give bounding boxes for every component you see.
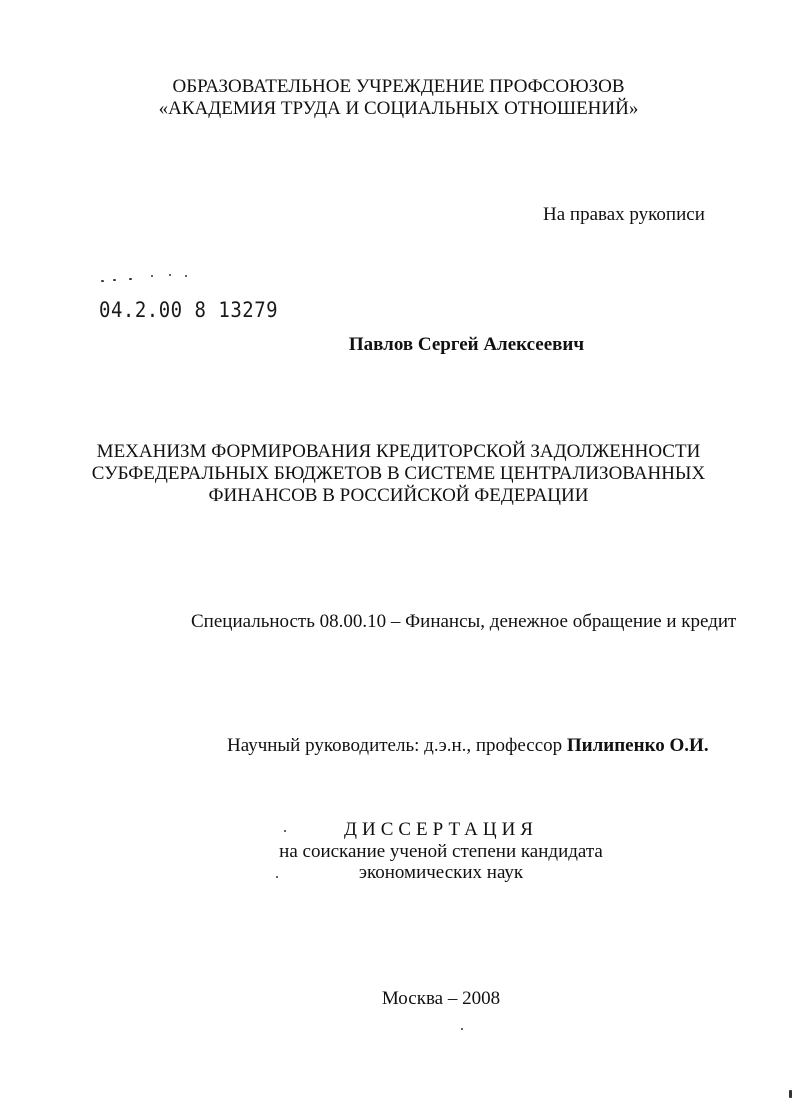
dissertation-title-line-1: МЕХАНИЗМ ФОРМИРОВАНИЯ КРЕДИТОРСКОЙ ЗАДОЛЖЕННОСТИ [96,441,701,462]
dissertation-label: ДИССЕРТАЦИЯ [344,819,538,840]
manuscript-rights-note: На правах рукописи [543,204,705,225]
scan-speck [276,876,278,878]
supervisor-line [227,735,709,757]
scan-speck [284,830,286,832]
dissertation-title-line-3: ФИНАНСОВ В РОССИЙСКОЙ ФЕДЕРАЦИИ [208,485,589,506]
specialty-line: Специальность 08.00.10 – Финансы, денежное обращение и кредит [191,611,737,632]
supervisor-prefix: Научный руководитель: д.э.н., профессор [227,735,567,756]
author-name: Павлов Сергей Алексеевич [348,334,585,355]
degree-line-2: экономических наук [358,862,524,883]
registration-stamp-number: 04.2.00 8 13279 [99,298,279,323]
scan-speck [461,1028,463,1030]
degree-line-1: на соискание ученой степени кандидата [279,841,603,862]
dissertation-title-line-2: СУБФЕДЕРАЛЬНЫХ БЮДЖЕТОВ В СИСТЕМЕ ЦЕНТРАЛИЗОВАННЫХ [91,463,706,484]
place-and-year: Москва – 2008 [381,988,501,1009]
institution-line-1: ОБРАЗОВАТЕЛЬНОЕ УЧРЕЖДЕНИЕ ПРОФСОЮЗОВ [172,76,625,97]
institution-line-2: «АКАДЕМИЯ ТРУДА И СОЦИАЛЬНЫХ ОТНОШЕНИЙ» [158,98,639,119]
supervisor-name: Пилипенко О.И. [566,735,709,756]
scan-edge-mark [789,1090,792,1098]
stamp-specks [99,272,199,284]
